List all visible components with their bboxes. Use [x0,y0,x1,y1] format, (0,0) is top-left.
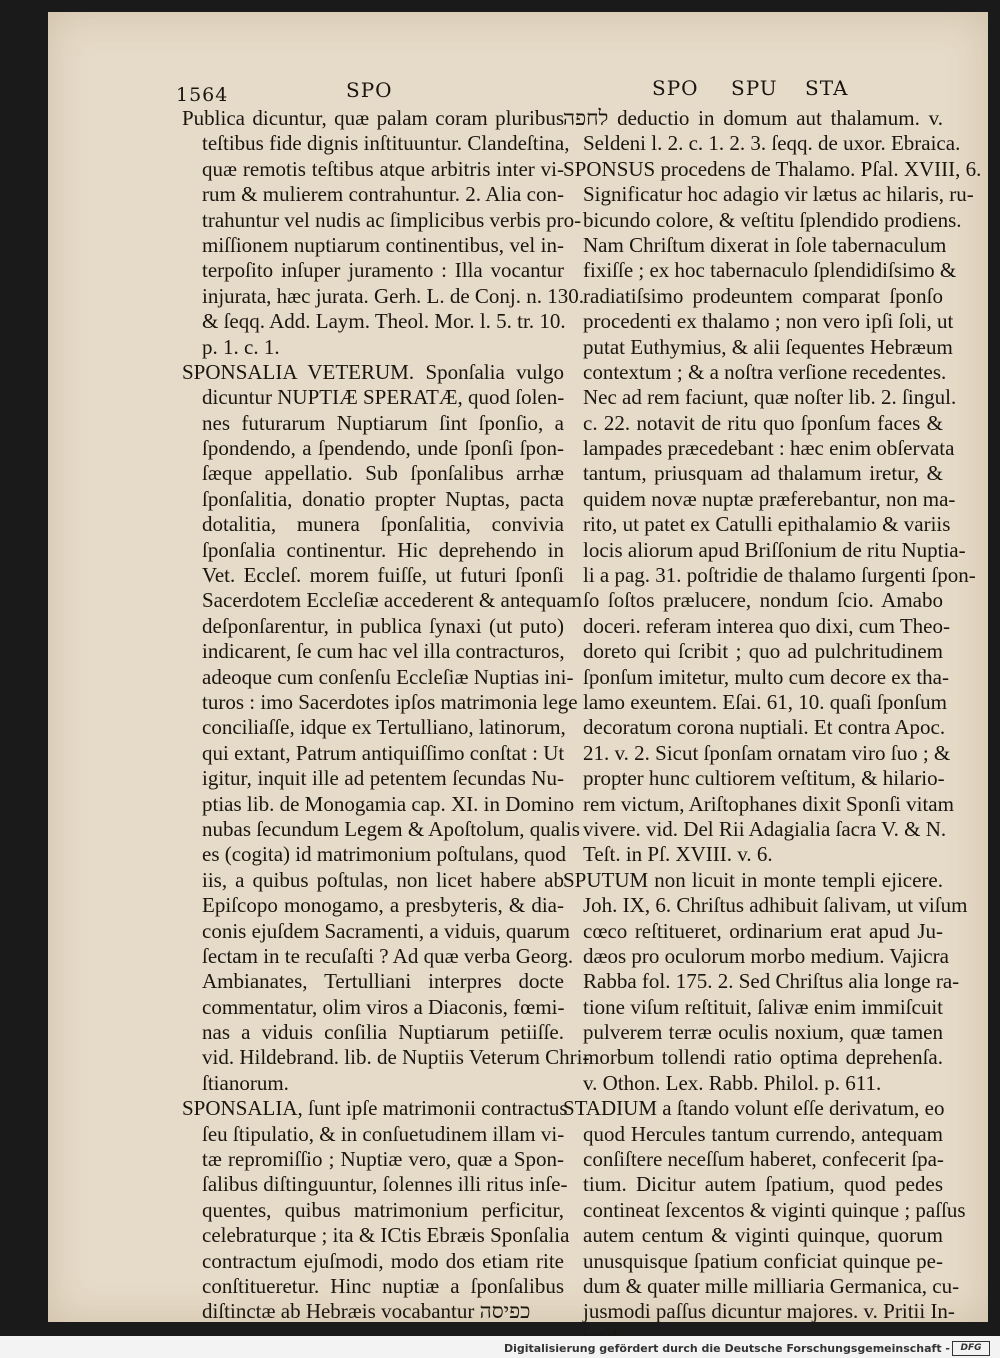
left-text-line: vid. Hildebrand. lib. de Nuptiis Veterum Chri- [202,1045,590,1070]
right-text-line: doceri. referam interea quo dixi, cum Theo- [583,613,950,638]
left-text-line: SPONSALIA VETERUM. Sponſalia vulgo [182,359,564,384]
left-text-line: miſſionem nuptiarum continentibus, vel in- [202,232,564,257]
left-text-line: ſponſalitia, donatio propter Nuptas, pacta [202,486,564,511]
left-text-line: conciliaſſe, idque ex Tertulliano, latinorum, [202,715,566,740]
right-text-line: cœco reſtitueret, ordinarium erat apud Ju- [583,918,943,943]
right-text-line: Teſt. in Pſ. XVIII. v. 6. [583,842,773,867]
header-left-catchword: SPO [346,78,393,102]
left-text-line: teſtibus fide dignis inſtituuntur. Clandeſtina, [202,131,570,156]
right-text-line: conſiſtere neceſſum haberet, confecerit ſpa- [583,1147,944,1172]
right-text-line: Joh. IX, 6. Chriſtus adhibuit ſalivam, ut viſum [583,893,968,918]
left-text-line: p. 1. c. 1. [202,334,280,359]
right-text-line: morbum tollendi ratio optima deprehenſa. [583,1045,943,1070]
left-text-column [182,106,590,1325]
left-text-line: conſtitueretur. Hinc nuptiæ a ſponſalibus [202,1273,564,1298]
left-text-line: commentatur, olim viros a Diaconis, fœmi- [202,994,565,1019]
left-text-line: quentes, quibus matrimonium perficitur, [202,1197,564,1222]
header-right-catchword-2: SPU [731,76,778,100]
right-text-line: לחפה deductio in domum aut thalamum. v. [563,106,943,130]
right-text-line: Nec ad rem faciunt, quæ noſter lib. 2. ſingul. [583,385,957,410]
funding-notice: Digitalisierung gefördert durch die Deutsche Forschungsgemeinschaft - [503,1342,950,1355]
right-text-line: dum & quater mille milliaria Germanica, cu- [583,1273,960,1298]
left-text-line: ſponſalia continentur. Hic deprehendo in [202,537,564,562]
left-text-line: Publica dicuntur, quæ palam coram pluribus [182,106,564,130]
right-text-line: ſponſum imitetur, multo cum decore ex tha- [583,664,949,689]
left-text-line: ſæque appellatio. Sub ſponſalibus arrhæ [202,461,564,486]
right-text-line: tantum, priusquam ad thalamum iretur, & [583,461,943,486]
left-text-line: ſpondendo, a ſpendendo, unde ſponſi ſpon- [202,436,564,461]
right-text-line: dæos pro oculorum morbo medium. Vajicra [583,943,949,968]
left-text-line: qui extant, Patrum antiquiſſimo conſtat : Ut [202,740,565,765]
left-text-line: deſponſarentur, in publica ſynaxi (ut puto) [202,613,564,638]
digitization-footer [0,1336,1000,1358]
left-text-line: Ambianates, Tertulliani interpres docte [202,969,564,994]
right-text-line: quod Hercules tantum currendo, antequam [583,1121,943,1146]
left-text-line: adeoque cum conſenſu Eccleſiæ Nuptias ini- [202,664,574,689]
right-text-line: putat Euthymius, & alii ſequentes Hebræum [583,334,953,359]
left-text-line: Epiſcopo monogamo, a presbyteris, & dia- [202,893,564,918]
header-right-catchword-3: STA [805,76,849,100]
left-text-line: rum & mulierem contrahuntur. 2. Alia con- [202,182,564,207]
page-number: 1564 [176,84,229,106]
header-right-catchword-1: SPO [652,76,699,100]
running-header [48,76,988,110]
left-text-line: ſeu ſtipulatio, & in conſuetudinem illam vi- [202,1121,565,1146]
right-text-line: 21. v. 2. Sicut ſponſam ornatam viro ſuo ; & [583,740,951,765]
right-text-line: fixiſſe ; ex hoc tabernaculo ſplendidiſsimo & [583,258,957,283]
left-text-line: nubas ſecundum Legem & Apoſtolum, qualis [202,816,580,841]
left-text-line: & ſeqq. Add. Laym. Theol. Mor. l. 5. tr. 10. [202,309,566,334]
right-text-line: pulverem terræ oculis noxium, quæ tamen [583,1020,943,1045]
right-text-line: contineat ſexcentos & viginti quinque ; paſſus [583,1197,966,1222]
left-text-line: Vet. Eccleſ. morem fuiſſe, ut futuri ſponſi [202,563,564,588]
dfg-logo: DFG [952,1341,990,1356]
right-text-line: lamo exeuntem. Eſai. 61, 10. quaſi ſponſum [583,689,947,714]
right-text-line: rito, ut patet ex Catulli epithalamio & variis [583,512,951,537]
left-text-line: celebraturque ; ita & ICtis Ebræis Sponſalia [202,1223,570,1248]
right-text-line: bicundo colore, & veſtitu ſplendido prodiens. [583,207,962,232]
right-text-line: Significatur hoc adagio vir lætus ac hilaris, ru- [583,182,974,207]
book-page [48,12,988,1322]
left-text-line: injurata, hæc jurata. Gerh. L. de Conj. n. 130. [202,283,584,308]
left-text-line: ſtianorum. [202,1070,289,1095]
left-text-line: iis, a quibus poſtulas, non licet habere ab [202,867,564,892]
right-text-line: rem victum, Ariſtophanes dixit Sponſi vitam [583,791,954,816]
right-text-line: li a pag. 31. poſtridie de thalamo ſurgenti ſpon- [583,563,976,588]
right-text-line: tione viſum reſtituit, ſalivæ enim immiſcuit [583,994,943,1019]
left-text-line: ptias lib. de Monogamia cap. XI. in Domino [202,791,575,816]
left-text-line: indicarent, ſe cum hac vel illa contracturos, [202,639,565,664]
left-text-line: dotalitia, munera ſponſalitia, convivia [202,512,564,537]
left-text-line: Sacerdotem Eccleſiæ accederent & antequam [202,588,583,613]
left-text-line: turos : imo Sacerdotes ipſos matrimonia lege [202,689,578,714]
right-text-line: Nam Chriſtum dixerat in ſole tabernaculum [583,232,947,257]
left-text-line: terpoſito inſuper juramento : Illa vocantur [202,258,564,283]
right-text-line: decoratum corona nuptiali. Et contra Apoc. [583,715,946,740]
left-text-line: SPONSALIA, ſunt ipſe matrimonii contractus [182,1096,568,1121]
right-text-line: Seldeni l. 2. c. 1. 2. 3. ſeqq. de uxor. Ebraica. [583,131,961,156]
right-text-line: procedenti ex thalamo ; non vero ipſi ſoli, ut [583,309,954,334]
right-text-line: jusmodi paſſus dicuntur majores. v. Pritii In- [583,1299,955,1324]
right-text-line: locis aliorum apud Briſſonium de ritu Nuptia- [583,537,966,562]
right-text-line: propter hunc cultiorem veſtitum, & hilario- [583,766,945,791]
right-text-line: SPUTUM non licuit in monte templi ejicere. [563,867,943,892]
right-text-line: tium. Dicitur autem ſpatium, quod pedes [583,1172,943,1197]
right-text-line: autem centum & viginti quinque, quorum [583,1223,943,1248]
right-text-line: lampades præcedebant : hæc enim obſervata [583,436,955,461]
left-text-line: tæ repromiſſio ; Nuptiæ vero, quæ a Spon- [202,1147,564,1172]
left-text-line: ſalibus diſtinguuntur, ſolennes illi ritus inſe- [202,1172,568,1197]
right-text-line: unusquisque ſpatium conficiat quinque pe- [583,1248,943,1273]
right-text-line: vivere. vid. Del Rii Adagialia ſacra V. & N. [583,816,947,841]
left-text-line: quæ remotis teſtibus atque arbitris inter vi- [202,156,564,181]
left-text-line: diſtinctæ ab Hebræis vocabantur כפיסה [202,1299,531,1324]
right-text-line: v. Othon. Lex. Rabb. Philol. p. 611. [583,1070,882,1095]
left-text-line: igitur, inquit ille ad petentem ſecundas Nu- [202,766,564,791]
left-text-line: nas a viduis conſilia Nuptiarum petiiſſe. [202,1020,564,1045]
left-text-line: dicuntur NUPTIÆ SPERATÆ, quod ſolen- [202,385,565,410]
left-text-line: ſectam in te recuſaſti ? Ad quæ verba Georg. [202,943,574,968]
right-text-line: contextum ; & a noſtra verſione recedentes. [583,359,947,384]
right-text-line: STADIUM a ſtando volunt eſſe derivatum, eo [563,1096,945,1121]
left-text-line: nes futurarum Nuptiarum ſint ſponſio, a [202,410,564,435]
right-text-line: Rabba fol. 175. 2. Sed Chriſtus alia longe ra- [583,969,960,994]
right-text-line: ſo ſoſtos prælucere, nondum ſcio. Amabo [583,588,943,613]
left-text-line: conis ejuſdem Sacramenti, a viduis, quarum [202,918,570,943]
right-text-line: c. 22. notavit de ritu quo ſponſum faces & [583,410,943,435]
right-text-line: radiatiſsimo prodeuntem comparat ſponſo [583,283,943,308]
left-text-line: es (cogita) id matrimonium poſtulans, quod [202,842,566,867]
left-text-line: contractum ejuſmodi, modo dos etiam rite [202,1248,564,1273]
right-text-line: quidem novæ nuptæ præferebantur, non ma- [583,486,956,511]
right-text-line: doreto qui ſcribit ; quo ad pulchritudinem [583,639,943,664]
right-text-line: SPONSUS procedens de Thalamo. Pſal. XVIII, 6. [563,156,982,181]
left-text-line: trahuntur vel nudis ac ſimplicibus verbis pro- [202,207,582,232]
